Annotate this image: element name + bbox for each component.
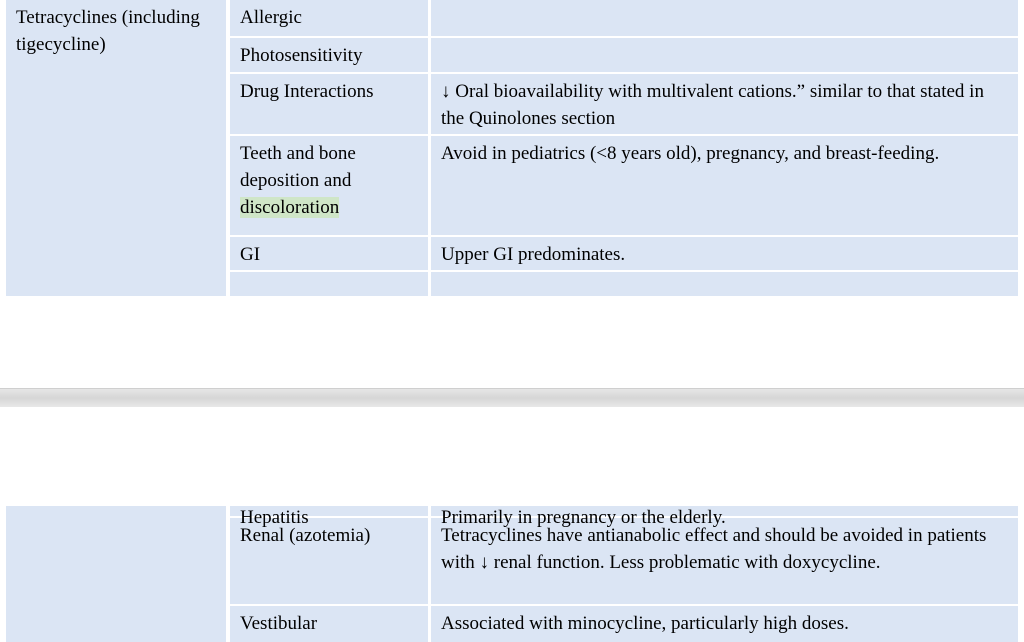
table-row-comment [431, 38, 1018, 72]
table-row-effect [230, 38, 428, 72]
table-row-comment-empty [431, 272, 1018, 296]
effect-label: Vestibular [240, 613, 318, 634]
effect-label: Teeth and bone deposition and [240, 143, 356, 191]
effect-label: GI [240, 244, 261, 265]
table-row-effect [230, 518, 428, 604]
highlighted-text: discoloration [240, 197, 340, 218]
overlap-comment-text: Primarily in pregnancy or the elderly. [441, 507, 726, 528]
table-row-effect [230, 606, 428, 642]
table-row-comment [431, 237, 1018, 270]
table-row-effect [230, 136, 428, 235]
comment-text: Upper GI predominates. [441, 244, 626, 265]
comment-text: Tetracyclines have antianabolic effect and should be avoided in patients with ↓ renal function. Less problematic with doxycycline. [441, 525, 987, 573]
comment-text: Associated with minocycline, particularly high doses. [441, 613, 849, 634]
table-row-effect [230, 74, 428, 134]
drug-class-cell-continued [6, 506, 226, 642]
table-row-comment [431, 518, 1018, 604]
page-separator [0, 388, 1024, 408]
table-row-comment [431, 0, 1018, 36]
drug-class-label: Tetracyclines (including tigecycline) [16, 7, 200, 55]
table-row-comment [431, 136, 1018, 235]
comment-text: ↓ Oral bioavailability with multivalent cations.” similar to that stated in the Quinolones section [441, 81, 984, 129]
table-row-effect [230, 0, 428, 36]
drug-class-cell [6, 0, 226, 296]
overlap-effect-label: Hepatitis [240, 507, 309, 528]
effect-label: Photosensitivity [240, 45, 363, 66]
comment-text: Avoid in pediatrics (<8 years old), pregnancy, and breast-feeding. [441, 143, 940, 164]
effect-label: Drug Interactions [240, 81, 374, 102]
table-row-comment [431, 606, 1018, 642]
effect-label: Allergic [240, 7, 302, 28]
table-row-effect [230, 237, 428, 270]
document-page-bottom [0, 407, 1024, 642]
table-row-effect-empty [230, 272, 428, 296]
table-row-comment [431, 74, 1018, 134]
effect-label: Renal (azotemia) [240, 525, 371, 546]
